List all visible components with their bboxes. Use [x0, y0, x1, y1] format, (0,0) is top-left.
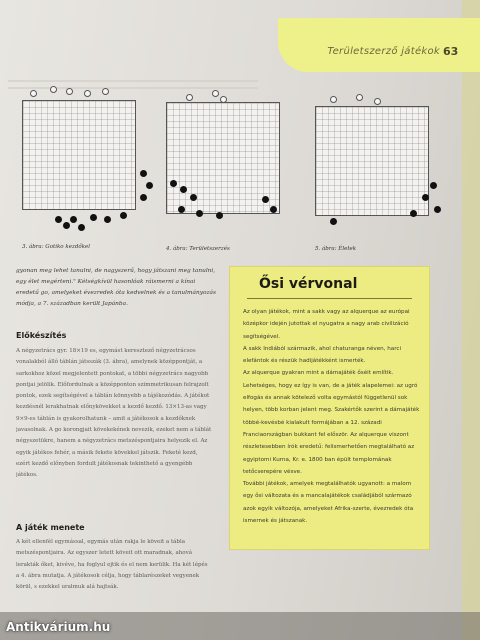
black-stone — [262, 196, 269, 203]
white-stone — [374, 98, 381, 105]
white-stone — [102, 88, 109, 95]
black-stone — [434, 206, 441, 213]
black-stone — [140, 194, 147, 201]
white-stone — [30, 90, 37, 97]
black-stone — [430, 182, 437, 189]
black-stone — [104, 216, 111, 223]
go-board-fig5 — [315, 106, 429, 216]
figure-caption: 3. ábra: Gotiko kezdőkel — [22, 244, 91, 250]
white-stone — [50, 86, 57, 93]
sidebar-rule — [247, 298, 412, 299]
black-stone — [330, 218, 337, 225]
page-edge-band — [462, 0, 480, 640]
black-stone — [170, 180, 177, 187]
sidebar-text — [243, 306, 421, 527]
board-grid — [316, 107, 428, 215]
watermark: Antikvárium.hu — [6, 620, 111, 634]
sidebar-paragraph: Az olyan játékok, mint a sakk vagy az alquerque az európai középkor idején jutottak el nyugatra a nagy arab civilizáció segítségével. — [243, 309, 410, 340]
intro-text: gyonan meg lehet tanulni, de nagyszerű, hogy játszani meg tanulni, egy élet megérteni." Kétségkívül hasonlóak ráismerni a kínai eredetű go, amelyeket évezredek óta kedvelnek és a tanulmányozás módja, a 7. században került Japánba. — [16, 268, 216, 307]
black-stone — [63, 222, 70, 229]
figure-caption: 5. ábra: Életek — [315, 246, 357, 252]
section-body: A két ellenfél egymással, egymás után rakja le köveit a tábla metszéspontjaira. Az egyszer letett köveit ott maradnak, ahová lerakták őket, kivéve, ha foglyul ejtik és el nem kerülik. Ha két lépés a 4. ábra mutatja. A játékosok célja, hogy táblarészeket vegyenek körül, s ezekkel uralmuk alá hajtsák. — [16, 539, 208, 591]
black-stone — [180, 186, 187, 193]
running-header: Területszerző játékok — [327, 46, 440, 57]
black-stone — [270, 206, 277, 213]
black-stone — [216, 212, 223, 219]
intro-paragraph — [16, 266, 216, 310]
black-stone — [90, 214, 97, 221]
sidebar-paragraph: Az alquerque gyakran mint a dámajáték őséit említik. Lehetséges, hogy ez így is van, de a játék alapelemei: az ugró elfogás és annak kötelező volta egymástól függetlenül sok helyen, több korban jelent meg. Szakértők szerint a dámajáték többé-kevésbé kialakult formájában a 12. századi Franciaországban bukkant fel először. Az alquerque viszont részletesebben írók eredetű: felismerhetően megtalálható az egyiptomi Kurna, Kr. e. 1800 ban épült templomának tetőcserepére vésve. — [243, 370, 420, 475]
sidebar-title: Ősi vérvonal — [259, 276, 358, 292]
black-stone — [146, 182, 153, 189]
black-stone — [78, 224, 85, 231]
sidebar-box — [229, 266, 430, 550]
sidebar-paragraph: További játékok, amelyek megtalálhatók ugyanott: a malom egy ősi változata és a mancalajátékok családjából származó azok egyik változója, amelyeket Afrika-szerte, évezredek óta ismernek és játszanak. — [243, 481, 414, 525]
black-stone — [410, 210, 417, 217]
black-stone — [190, 194, 197, 201]
page-number: 63 — [443, 45, 459, 58]
faded-text-line — [8, 80, 258, 94]
sidebar-paragraph: A sakk Indiából származik, ahol chaturanga néven, harci elefántok és részük hadijátékként ismerték. — [243, 345, 402, 365]
white-stone — [212, 90, 219, 97]
white-stone — [356, 94, 363, 101]
go-board-fig3 — [22, 100, 136, 210]
section-heading: Előkészítés — [16, 331, 67, 340]
white-stone — [66, 88, 73, 95]
black-stone — [70, 216, 77, 223]
white-stone — [330, 96, 337, 103]
black-stone — [422, 194, 429, 201]
white-stone — [84, 90, 91, 97]
black-stone — [55, 216, 62, 223]
section-heading: A játék menete — [16, 523, 85, 532]
white-stone — [220, 96, 227, 103]
board-grid — [23, 101, 135, 209]
black-stone — [140, 170, 147, 177]
figure-caption: 4. ábra: Területszerzés — [166, 246, 230, 252]
white-stone — [186, 94, 193, 101]
black-stone — [196, 210, 203, 217]
black-stone — [178, 206, 185, 213]
section-body: A négyzetrács gyr. 18×19 es, egymást keresztező négyzetrácsos vonalakból álló táblán játsszák (3. ábra), amelynek középpontját, a sarkokhoz közel megjelentett pontokat, a többi négyzetrács nagyobb pontjai jelölik. Előfordulnak a középponton szimmetrikusan felrajzolt pontok, ezek segítségével a táblán könnyebb a tájékozódás. A játékot kezdésnél lerakhatnak előnykövekket a kezdő kezdő. 13×13-as vagy 9×9-es táblán is gyakorolhatunk – amit a játékosok a kezdőknek javasolnak. A go korongjait kövekekének nevezik, ezeket nem a táblát négyszetükre, hanem a négyzetrács metszéspontjaira helyezik el. Az egyik játékos fehér, a másik fekete kövekkel játszik. Feketé kezd, ezért kezdő előnyben fordult játékosnak tekinthető a gyengébb játékos. — [16, 348, 212, 479]
black-stone — [120, 212, 127, 219]
